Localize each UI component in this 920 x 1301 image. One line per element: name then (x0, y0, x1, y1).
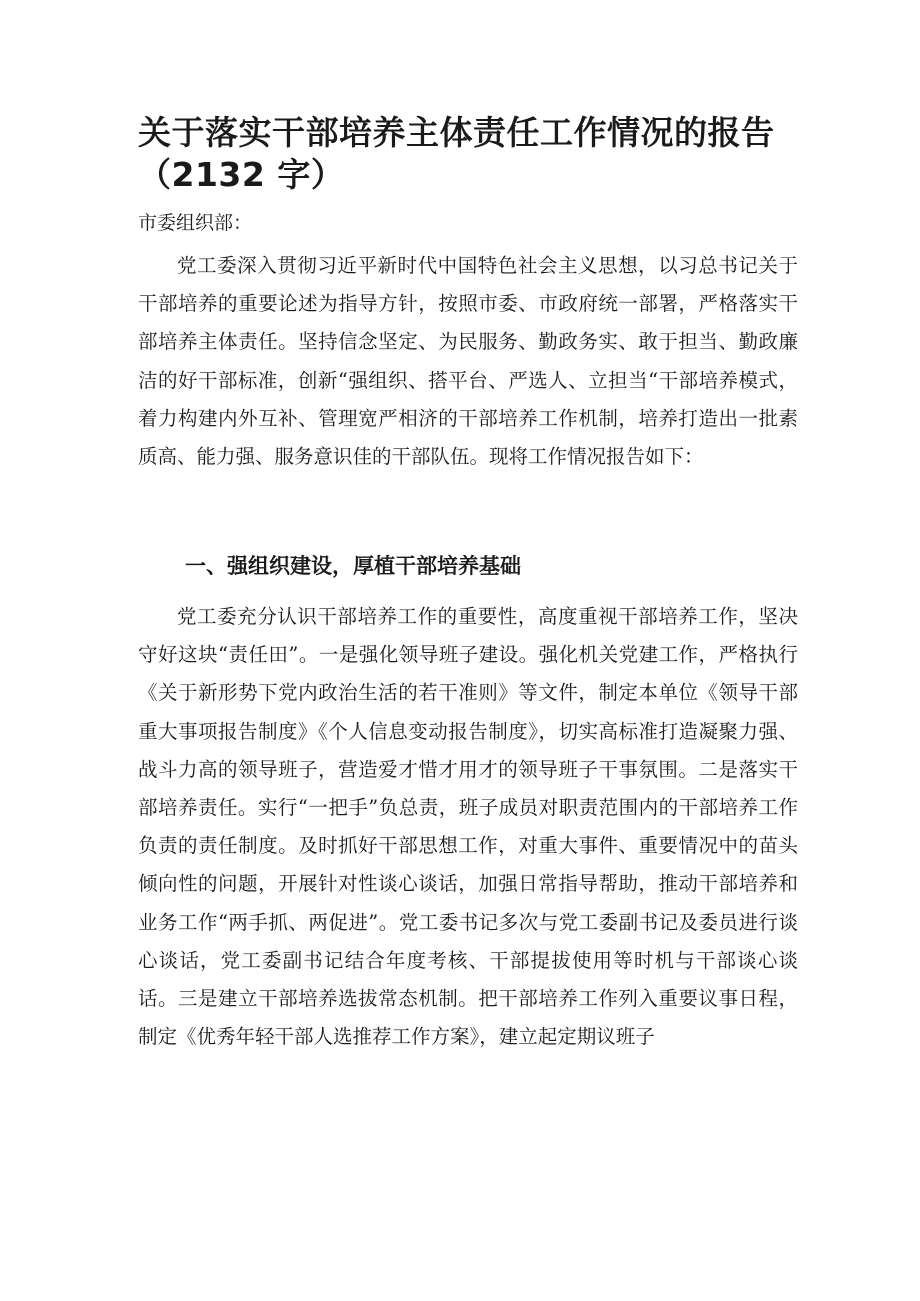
title-line-word-count: （2132 字） (138, 155, 345, 194)
section-heading-1: 一、强组织建设，厚植干部培养基础 (185, 554, 521, 578)
body-paragraph-section1: 党工委充分认识干部培养工作的重要性，高度重视干部培养工作，坚决守好这块“责任田”。一是强化领导班子建设。强化机关党建工作，严格执行《关于新形势下党内政治生活的若干准则》等文件，制定本单位《领导干部重大事项报告制度》《个人信息变动报告制度》，切实高标准打造凝聚力强、战斗力高的领导班子，营造爱才惜才用才的领导班子干事氛围。二是落实干部培养责任。实行“一把手”负总责，班子成员对职责范围内的干部培养工作负责的责任制度。及时抓好干部思想工作，对重大事件、重要情况中的苗头倾向性的问题，开展针对性谈心谈话，加强日常指导帮助，推动干部培养和业务工作“两手抓、两促进”。党工委书记多次与党工委副书记及委员进行谈心谈话，党工委副书记结合年度考核、干部提拔使用等时机与干部谈心谈话。三是建立干部培养选拔常态机制。把干部培养工作列入重要议事日程，制定《优秀年轻干部人选推荐工作方案》，建立起定期议班子 (138, 605, 798, 1049)
salutation: 市委组织部： (138, 212, 253, 234)
title-line-main: 关于落实干部培养主体责任工作情况的报告 (138, 113, 775, 152)
document-title (138, 112, 818, 196)
body-paragraph-intro: 党工委深入贯彻习近平新时代中国特色社会主义思想，以习总书记关于干部培养的重要论述为指导方针，按照市委、市政府统一部署，严格落实干部培养主体责任。坚持信念坚定、为民服务、勤政务实、敢于担当、勤政廉洁的好干部标准，创新“强组织、搭平台、严选人、立担当“干部培养模式，着力构建内外互补、管理宽严相济的干部培养工作机制，培养打造出一批素质高、能力强、服务意识佳的干部队伍。现将工作情况报告如下： (138, 254, 798, 469)
